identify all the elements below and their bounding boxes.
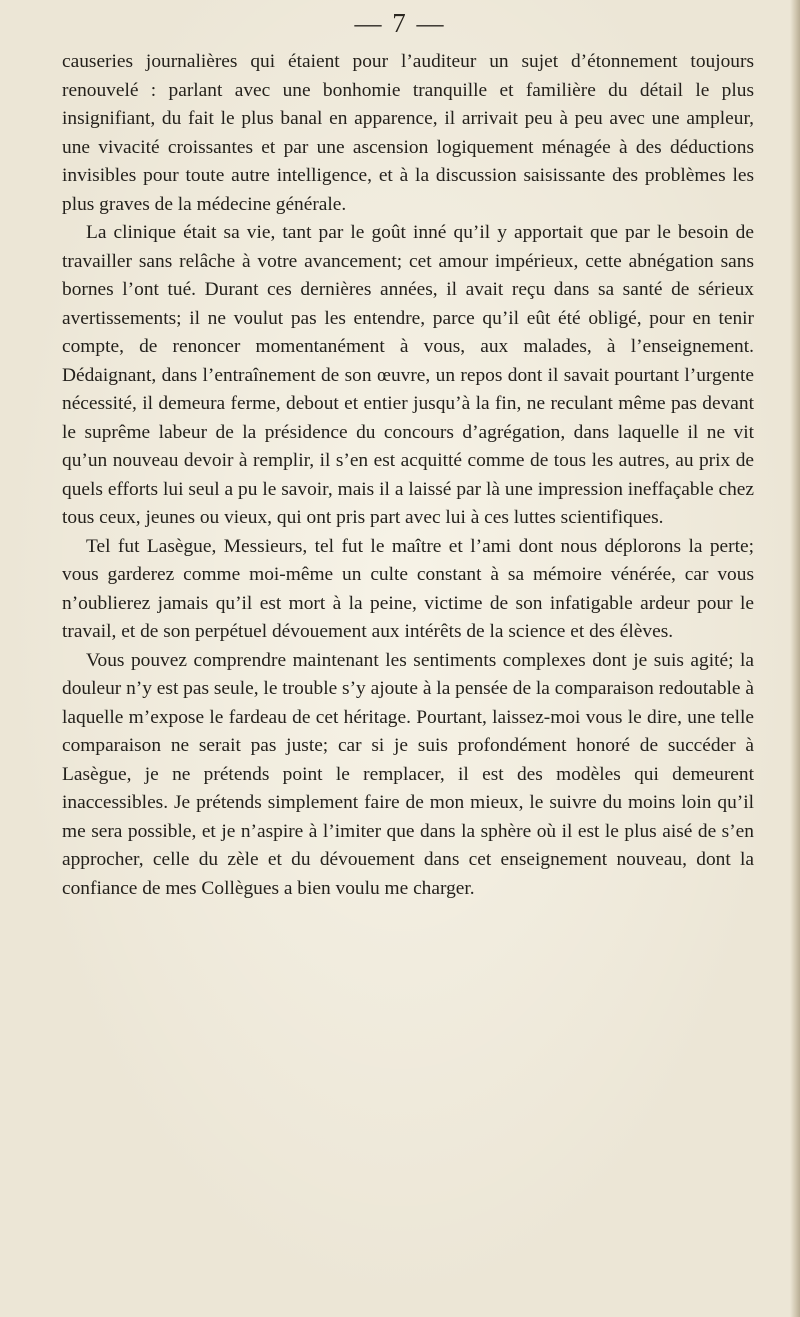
paragraph-3: Tel fut Lasègue, Messieurs, tel fut le maître et l’ami dont nous déplorons la perte; vous garderez comme moi-même un culte constant à sa mémoire vénérée, car vous n’oublierez jamais qu’il est mort à la peine, victime de son infatigable ardeur pour le travail, et de son perpétuel dévouement aux intérêts de la science et des élèves. — [62, 535, 754, 642]
page-text — [62, 48, 754, 903]
paragraph-1: causeries journalières qui étaient pour l’auditeur un sujet d’étonnement toujours renouvelé : parlant avec une bonhomie tranquille et familière du détail le plus insignifiant, du fait le plus banal en apparence, il arrivait peu à peu avec une ampleur, une vivacité croissantes et par une ascension logiquement ménagée à des déductions invisibles pour toute autre intelligence, et à la discussion saisissante des problèmes les plus graves de la médecine générale. — [62, 51, 754, 215]
page-number: — 7 — — [354, 8, 446, 38]
paragraph-4: Vous pouvez comprendre maintenant les sentiments complexes dont je suis agité; la douleur n’y est pas seule, le trouble s’y ajoute à la pensée de la comparaison redoutable à laquelle m’expose le fardeau de cet héritage. Pourtant, laissez-moi vous le dire, une telle comparaison ne serait pas juste; car si je suis profondément honoré de succéder à Lasègue, je ne prétends point le remplacer, il est des modèles qui demeurent inaccessibles. Je prétends simplement faire de mon mieux, le suivre du moins loin qu’il me sera possible, et je n’aspire à l’imiter que dans la sphère où il est le plus aisé de s’en approcher, celle du zèle et du dévouement dans cet enseignement nouveau, dont la confiance de mes Collègues a bien voulu me charger. — [62, 649, 754, 899]
paragraph-2: La clinique était sa vie, tant par le goût inné qu’il y apportait que par le besoin de travailler sans relâche à votre avancement; cet amour impérieux, cette abnégation sans bornes l’ont tué. Durant ces dernières années, il avait reçu dans sa santé de sérieux avertissements; il ne voulut pas les entendre, parce qu’il eût été obligé, pour en tenir compte, de renoncer momentanément à vous, aux malades, à l’enseignement. Dédaignant, dans l’entraînement de son œuvre, un repos dont il savait pourtant l’urgente nécessité, il demeura ferme, debout et entier jusqu’à la fin, ne reculant même pas devant le suprême labeur de la présidence du concours d’agrégation, dans laquelle il ne vit qu’un nouveau devoir à remplir, il s’en est acquitté comme de tous les autres, au prix de quels efforts lui seul a pu le savoir, mais il a laissé par là une impression ineffaçable chez tous ceux, jeunes ou vieux, qui ont pris part avec lui à ces luttes scientifiques. — [62, 222, 754, 528]
page-edge-shadow — [790, 0, 800, 1317]
